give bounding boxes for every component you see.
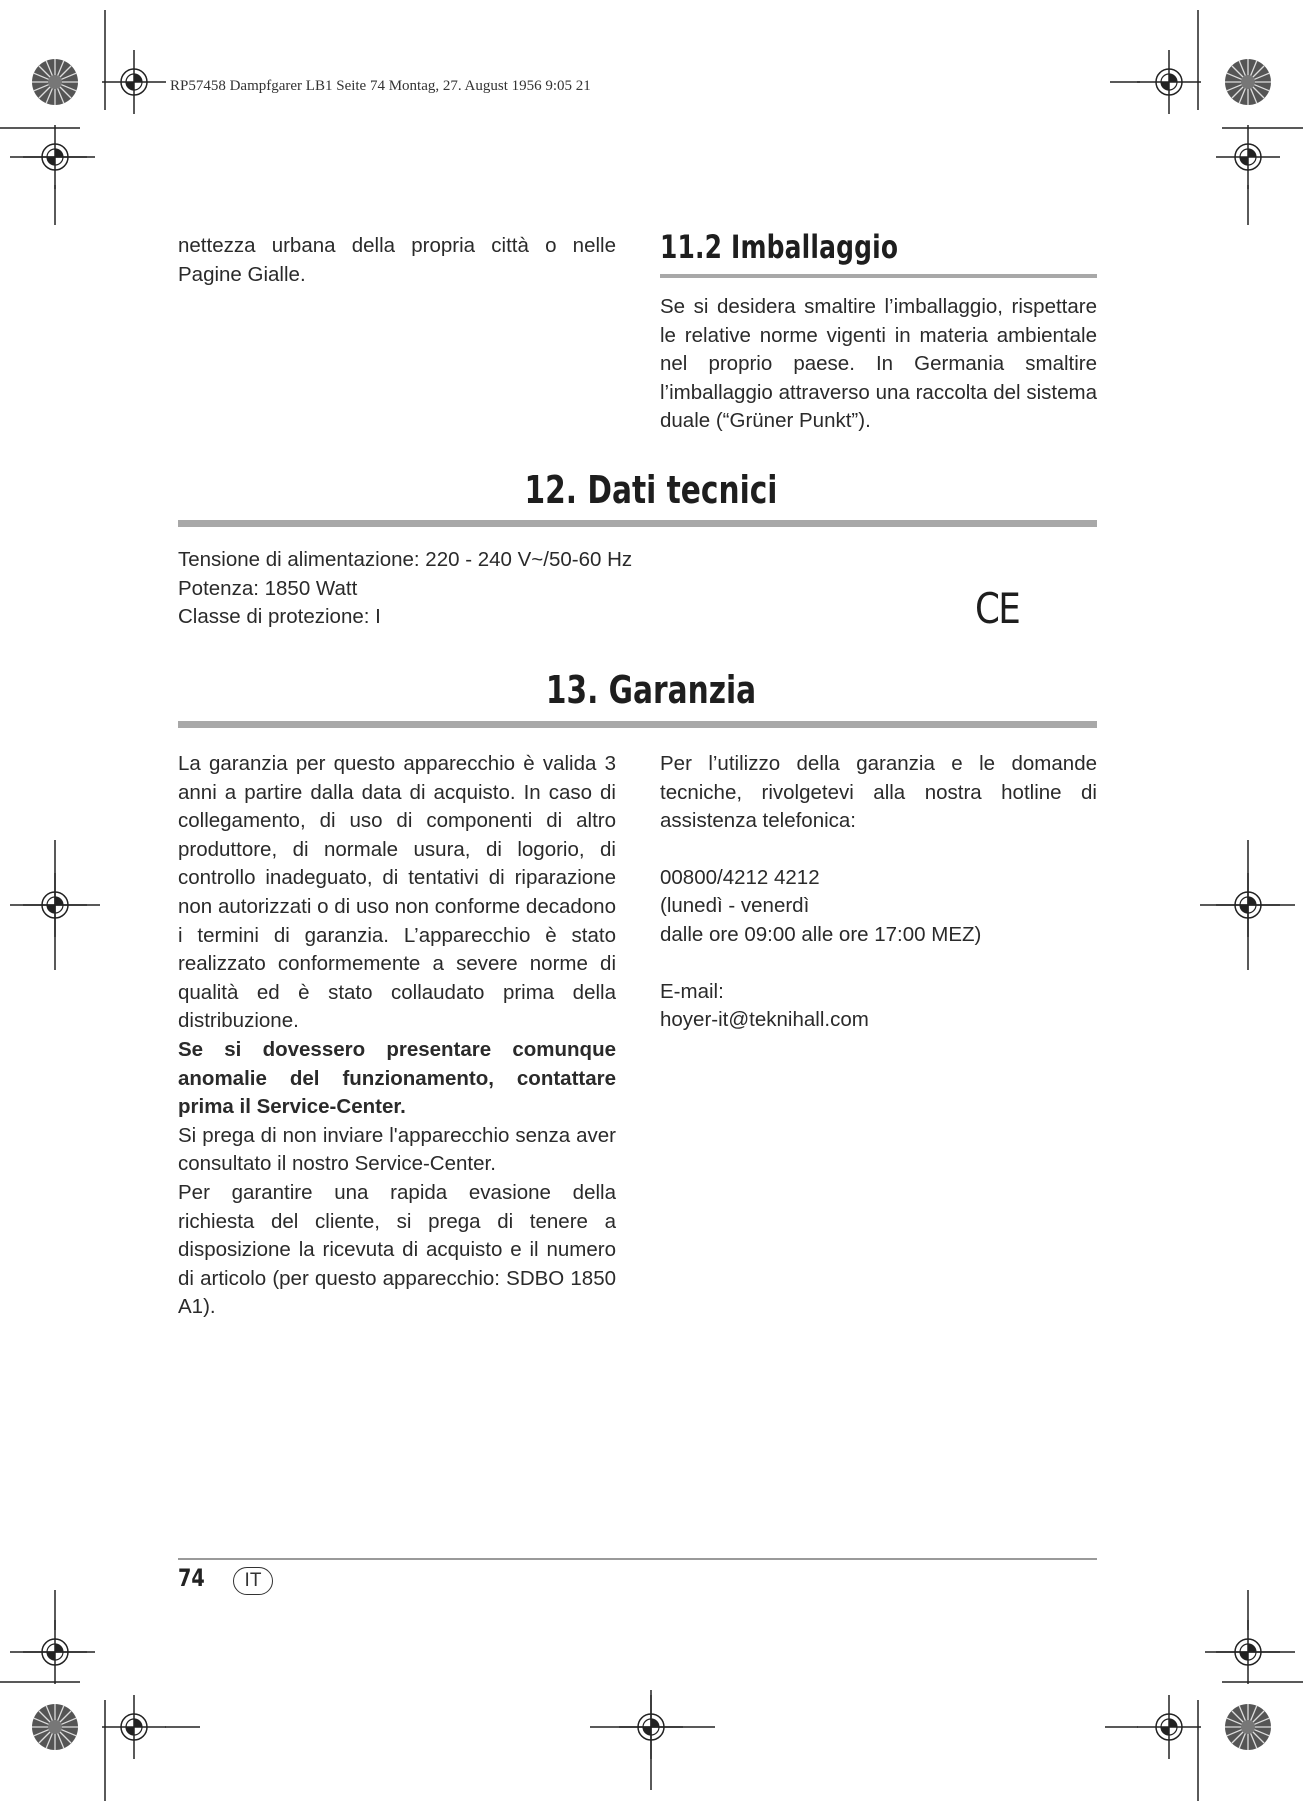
section-13-title: 13. Garanzia — [545, 668, 757, 712]
hotline-days: (lunedì - venerdì — [660, 894, 810, 918]
spec-voltage: Tensione di alimentazione: 220 - 240 V~/50-60 Hz — [178, 548, 633, 571]
hotline-intro: Per l’utilizzo della garanzia e le domande tecniche, rivolgetevi alla nostra hotline di assistenza telefonica: — [660, 752, 1097, 833]
section-11-2-paragraph — [660, 293, 1097, 436]
section-11-2-title: 11.2 Imballaggio — [660, 228, 899, 266]
continuation-paragraph — [178, 232, 616, 289]
continuation-text: nettezza urbana della propria città o nelle Pagine Gialle. — [178, 234, 616, 286]
footer-rule — [178, 1558, 1097, 1560]
page-number: 74 — [178, 1564, 205, 1592]
section-11-2-rule — [660, 274, 1097, 278]
technical-specs — [178, 546, 798, 632]
spec-protection-class: Classe di protezione: I — [178, 605, 381, 629]
section-12-rule — [178, 520, 1097, 527]
packaging-text: Se si desidera smaltire l’imballaggio, rispettare le relative norme vigenti in materia ambientale nel proprio paese. In Germania smaltire l’imballaggio attraverso una raccolta del sistema duale (“Grüner Punkt”). — [660, 295, 1097, 433]
warranty-paragraph-bold: Se si dovessero presentare comunque anomalie del funzionamento, contattare prima il Service-Center. — [178, 1037, 616, 1119]
hotline-hours: dalle ore 09:00 alle ore 17:00 MEZ) — [660, 922, 982, 946]
warranty-left-column — [178, 750, 616, 1322]
print-slug-header: RP57458 Dampfgarer LB1 Seite 74 Montag, 27. August 1956 9:05 21 — [170, 78, 591, 94]
spec-power: Potenza: 1850 Watt — [178, 576, 358, 600]
email-label: E-mail: — [660, 979, 724, 1003]
section-13-rule — [178, 721, 1097, 728]
ce-mark: CE — [975, 584, 1020, 633]
warranty-right-column — [660, 750, 1097, 1035]
email-address[interactable]: hoyer-it@teknihall.com — [660, 1008, 869, 1032]
warranty-paragraph-3: Si prega di non inviare l'apparecchio senza aver consultato il nostro Service-Center. — [178, 1123, 616, 1176]
warranty-paragraph-4: Per garantire una rapida evasione della richiesta del cliente, si prega di tenere a disposizione la ricevuta di acquisto e il numero di articolo (per questo apparecchio: SDBO 1850 A1). — [178, 1180, 616, 1319]
section-12-title: 12. Dati tecnici — [524, 468, 778, 512]
hotline-number: 00800/4212 4212 — [660, 865, 820, 889]
warranty-paragraph-1: La garanzia per questo apparecchio è valida 3 anni a partire dalla data di acquisto. In caso di collegamento, di uso di componenti di altro produttore, di normale usura, di logorio, di controllo inadeguato, di tentativi di riparazione non autorizzati o di uso non conforme decadono i termini di garanzia. L’apparecchio è stato realizzato conformemente a severe norme di qualità ed è stato collaudato prima della distribuzione. — [178, 752, 616, 1033]
language-badge: IT — [233, 1567, 273, 1595]
